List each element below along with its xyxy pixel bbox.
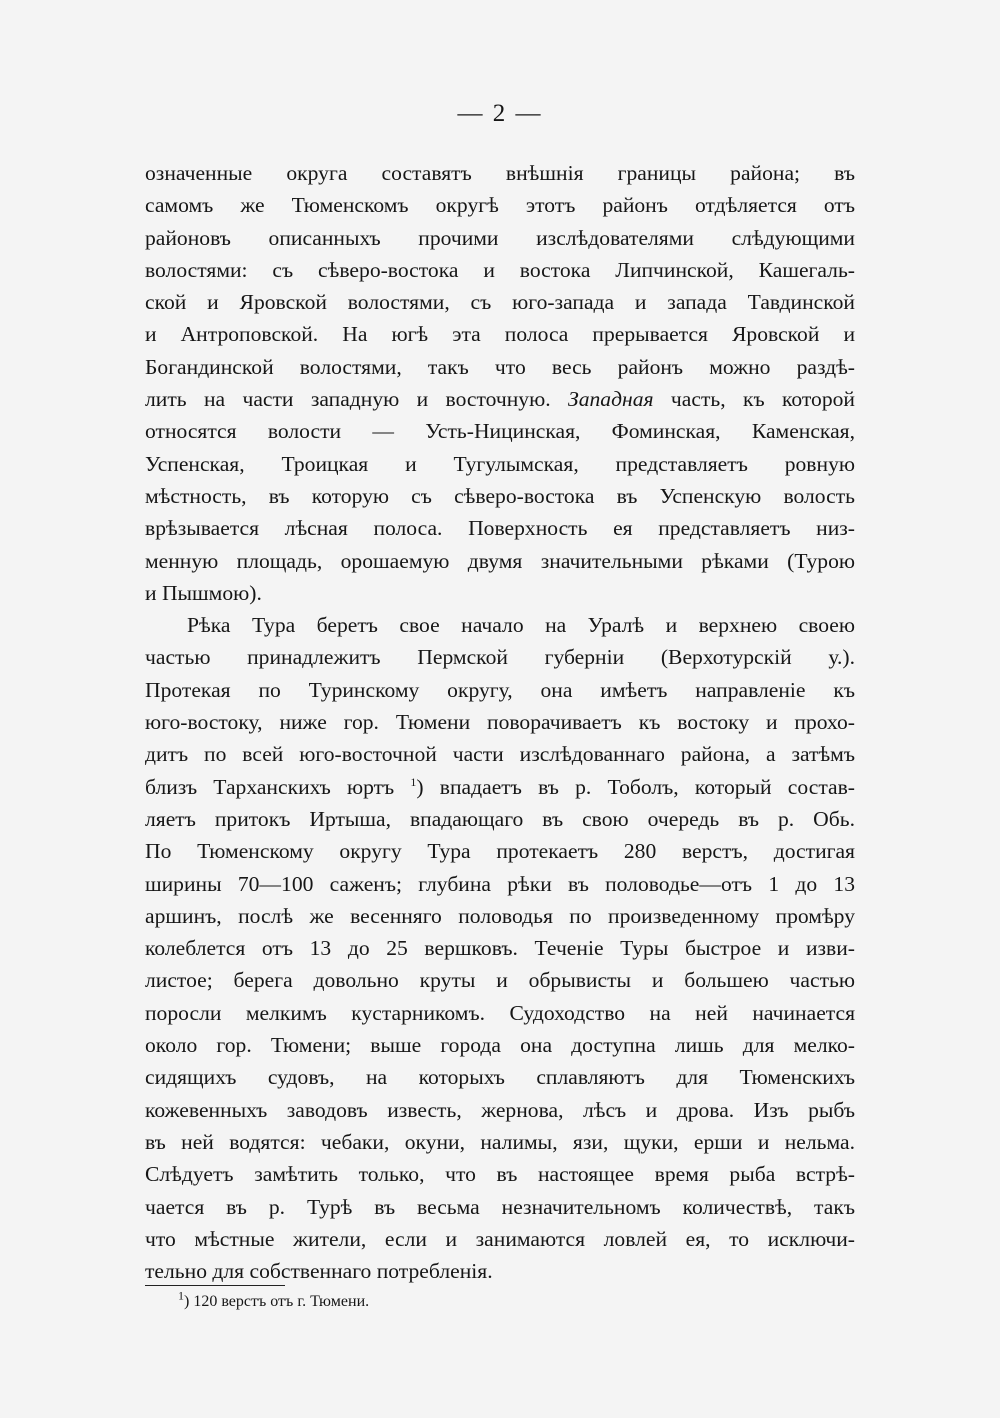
text-line: и Пышмою). <box>145 580 262 605</box>
text-line: въ ней водятся: чебаки, окуни, налимы, язи, щуки, ерши и нельма. <box>145 1129 855 1154</box>
text-line: Успенская, Троицкая и Тугулымская, представляетъ ровную <box>145 451 855 476</box>
page-number: — 2 — <box>457 100 543 127</box>
text-segment: лить на части западную и восточную. <box>145 387 568 412</box>
text-line: колеблется отъ 13 до 25 вершковъ. Теченіе Туры быстрое и изви- <box>145 936 855 961</box>
footnote-text: ) 120 верстъ отъ г. Тюмени. <box>184 1293 370 1310</box>
text-line: районовъ описанныхъ прочими изслѣдователями слѣдующими <box>145 225 855 250</box>
text-line: Слѣдуетъ замѣтить только, что въ настоящее время рыба встрѣ- <box>145 1162 855 1187</box>
text-line: около гор. Тюмени; выше города она доступна лишь для мелко- <box>145 1033 855 1058</box>
text-line <box>145 771 855 803</box>
text-line: юго-востоку, ниже гор. Тюмени поворачиваетъ къ востоку и прохо- <box>145 710 855 735</box>
text-line: аршинъ, послѣ же весенняго половодья по произведенному промѣру <box>145 903 855 928</box>
footnote-mark: 1 <box>178 1288 184 1303</box>
text-line: ширины 70—100 саженъ; глубина рѣки въ половодье—отъ 1 до 13 <box>145 871 855 896</box>
text-line: кожевенныхъ заводовъ известь, жернова, лѣсъ и дрова. Изъ рыбъ <box>145 1097 855 1122</box>
text-segment: часть, къ которой <box>653 387 855 412</box>
text-line: самомъ же Тюменскомъ округѣ этотъ районъ отдѣляется отъ <box>145 193 855 218</box>
text-line: врѣзывается лѣсная полоса. Поверхность ея представляетъ низ- <box>145 516 855 541</box>
text-line: относятся волости — Усть-Ницинская, Фоминская, Каменская, <box>145 419 855 444</box>
text-line: листое; берега довольно круты и обрывисты и большею частью <box>145 968 855 993</box>
italic-term: Западная <box>568 387 654 412</box>
text-line: По Тюменскому округу Тура протекаетъ 280 верстъ, достигая <box>145 839 855 864</box>
text-line: что мѣстные жители, если и занимаются ловлей ея, то исключи- <box>145 1226 855 1251</box>
text-line: чается въ р. Турѣ въ весьма незначительномъ количествѣ, такъ <box>145 1194 855 1219</box>
body-text <box>145 157 855 1287</box>
text-segment: близъ Тарханскихъ юртъ <box>145 774 411 799</box>
text-segment: ) впадаетъ въ р. Тоболъ, который состав- <box>416 774 855 799</box>
text-line: частью принадлежитъ Пермской губерніи (Верхотурскій у.). <box>145 645 855 670</box>
text-line: Протекая по Туринскому округу, она имѣетъ направленіе къ <box>145 677 855 702</box>
text-line: дитъ по всей юго-восточной части изслѣдованнаго района, а затѣмъ <box>145 742 855 767</box>
footnote-divider <box>145 1285 285 1286</box>
text-line: мѣстность, въ которую съ сѣверо-востока въ Успенскую волость <box>145 483 855 508</box>
text-line: сидящихъ судовъ, на которыхъ сплавляютъ для Тюменскихъ <box>145 1065 855 1090</box>
text-line: Рѣка Тура беретъ свое начало на Уралѣ и верхнею своею <box>187 613 855 638</box>
text-line: Богандинской волостями, такъ что весь районъ можно раздѣ- <box>145 354 855 379</box>
text-line: волостями: съ сѣверо-востока и востока Липчинской, Кашегаль- <box>145 257 855 282</box>
text-line: ской и Яровской волостями, съ юго-запада и запада Тавдинской <box>145 290 855 315</box>
text-line: тельно для собственнаго потребленія. <box>145 1259 493 1284</box>
footnote <box>178 1288 370 1311</box>
text-line: менную площадь, орошаемую двумя значительными рѣками (Турою <box>145 548 855 573</box>
footnote-reference: 1 <box>410 774 417 789</box>
text-line: поросли мелкимъ кустарникомъ. Судоходство на ней начинается <box>145 1000 855 1025</box>
text-line: означенные округа составятъ внѣшнія границы района; въ <box>145 161 855 185</box>
text-line: ляетъ притокъ Иртыша, впадающаго въ свою очередь въ р. Обь. <box>145 806 855 831</box>
text-line: и Антроповской. На югѣ эта полоса прерывается Яровской и <box>145 322 855 347</box>
text-line <box>145 383 855 415</box>
